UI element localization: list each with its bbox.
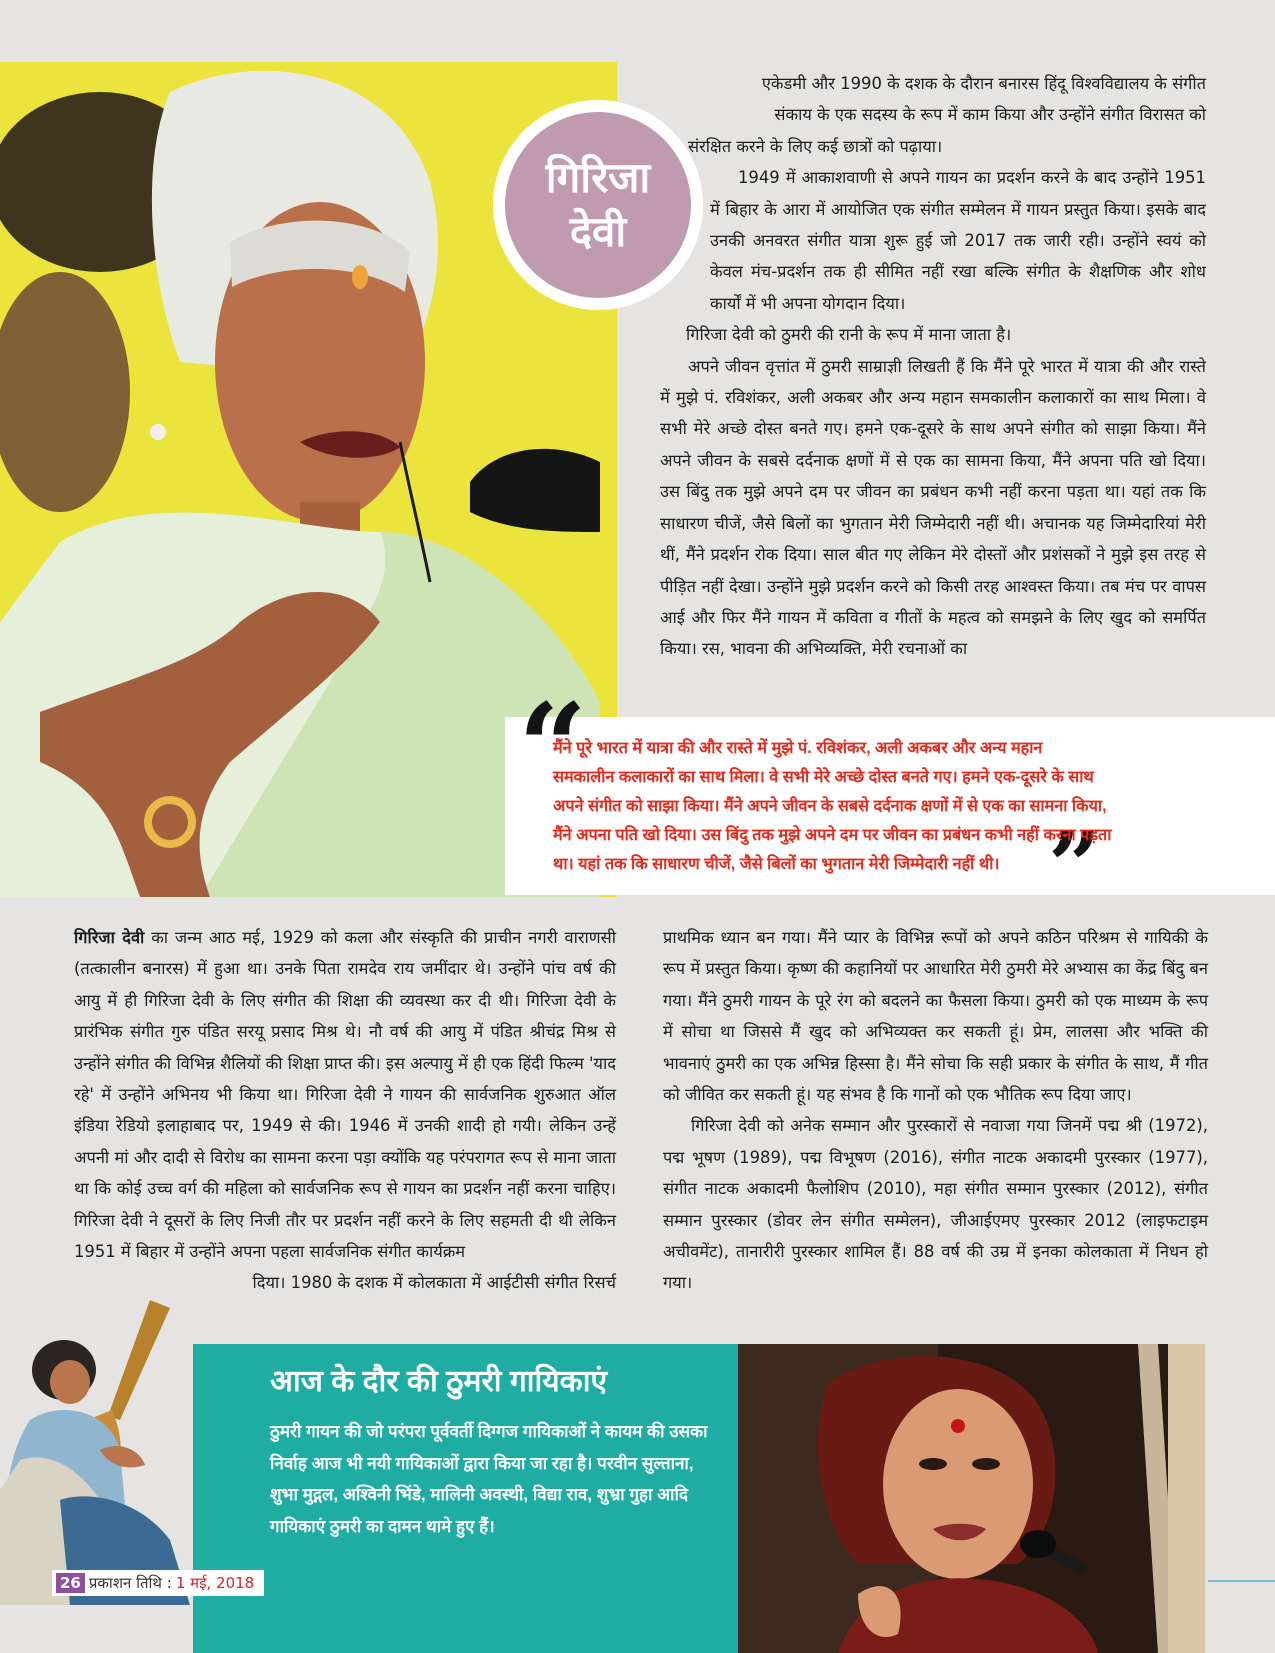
left-column-body: का जन्म आठ मई, 1929 को कला और संस्कृति की प्राचीन नगरी वाराणसी (तत्कालीन बनारस) में हुआ था। उनके पिता रामदेव राय जमींदार थे। उन्होंने पांच वर्ष की आयु में ही गिरिजा देवी के लिए संगीत की शिक्षा की व्यवस्था कर दी थी। गिरिजा देवी के प्रारंभिक संगीत गुरु पंडित सरयू प्रसाद मिश्र थे। नौ वर्ष की आयु में पंडित श्रीचंद्र मिश्र से उन्होंने संगीत की विभिन्न शैलियों की शिक्षा प्राप्त की। इस अल्पायु में ही एक हिंदी फिल्म 'याद रहे' में उन्होंने अभिनय भी किया था। गिरिजा देवी ने गायन की सार्वजनिक शुरुआत ऑल इंडिया रेडियो इलाहाबाद पर, 1949 से की। 1946 में उनकी शादी हो गयी। लेकिन उन्हें अपनी मां और दादी से विरोध का सामना करना पड़ा क्योंकि यह परंपरागत रूप से माना जाता था कि कोई उच्च वर्ग की महिला को सार्वजनिक रूप से गायन का प्रदर्शन नहीं करना चाहिए। गिरिजा देवी ने दूसरों के लिए निजी तौर पर प्रदर्शन नहीं करने के लिए सहमती दी थी लेकिन 1951 में बिहार में उन्होंने अपना पहला सार्वजनिक संगीत कार्यक्रम	[74, 928, 616, 1262]
lead-name: गिरिजा देवी	[74, 928, 145, 947]
page-number: 26	[56, 1573, 85, 1593]
intro-line-3: संरक्षित करने के लिए कई छात्रों को पढ़ाया।	[688, 136, 943, 156]
sidebar-title: आज के दौर की ठुमरी गायिकाएं	[270, 1365, 608, 1398]
top-right-column	[660, 68, 1206, 665]
corner-rule	[1208, 1580, 1275, 1582]
page-footer	[52, 1570, 264, 1596]
right-para-1: प्राथमिक ध्यान बन गया। मैंने प्यार के विभिन्न रूपों को अपने कठिन परिश्रम से गायिकी के रूप में प्रस्तुत किया। कृष्ण की कहानियों पर आधारित मेरी ठुमरी मेरे अभ्यास का केंद्र बिंदु बन गया। मैंने ठुमरी गायन के पूरे रंग को बदलने का फैसला किया। ठुमरी को एक माध्यम के रूप में सोचा था जिससे मैं खुद को अभिव्यक्त कर सकती हूं। प्रेम, लालसा और भक्ति की भावनाएं ठुमरी का एक अभिन्न हिस्सा है। मैंने सोचा कि सही प्रकार के संगीत के साथ, मैं गीत को जीवित कर सकती हूं। यह संभव है कि गानों को एक भौतिक रूप दिया जाए।	[663, 928, 1208, 1105]
left-column-last-line: दिया। 1980 के दशक में कोलकाता में आईटीसी संगीत रिसर्च	[252, 1273, 616, 1293]
right-column	[663, 922, 1208, 1299]
para-queen: गिरिजा देवी को ठुमरी की रानी के रूप में माना जाता है।	[686, 325, 1012, 345]
para-memoir: अपने जीवन वृत्तांत में ठुमरी साम्राज्ञी लिखती हैं कि मैंने पूरे भारत में यात्रा की और रास्ते में मुझे पं. रविशंकर, अली अकबर और अन्य महान समकालीन कलाकारों का साथ मिला। वे सभी मेरे अच्छे दोस्त बनते गए। हमने एक-दूसरे के साथ अपने संगीत को साझा किया। मैंने अपने जीवन के सबसे दर्दनाक क्षणों में से एक का सामना किया, मैंने अपना पति खो दिया। उस बिंदु तक मुझे अपने दम पर जीवन का प्रबंधन कभी नहीं करना पड़ता था। यहां तक कि साधारण चीजें, जैसे बिलों का भुगतान मेरी जिम्मेदारी नहीं थी। अचानक यह जिम्मेदारियां मेरी थीं, मैंने प्रदर्शन रोक दिया। साल बीत गए लेकिन मेरे दोस्तों और प्रशंसकों ने मुझे इस तरह से पीड़ित नहीं देखा। उन्होंने मुझे प्रदर्शन करने को किसी तरह आश्वस्त किया। तब मंच पर वापस आई और फिर मैंने गायन में कविता व गीतों के महत्व को समझने के लिए खुद को समर्पित किया। रस, भावना की अभिव्यक्ति, मेरी रचनाओं का	[660, 356, 1206, 659]
intro-line-2: संकाय के एक सदस्य के रूप में काम किया और उन्होंने संगीत विरासत को	[774, 105, 1206, 125]
publication-date: 1 मई, 2018	[175, 1574, 255, 1592]
pull-quote-line: अपने संगीत को साझा किया। मैंने अपने जीवन के सबसे दर्दनाक क्षणों में से एक का सामना किया,	[553, 797, 1107, 815]
pull-quote-text	[553, 734, 1193, 879]
para-1949: 1949 में आकाशवाणी से अपने गायन का प्रदर्शन करने के बाद उन्होंने 1951 में बिहार के आरा में आयोजित एक संगीत सम्मेलन में गायन प्रस्तुत किया। इसके बाद उनकी अनवरत संगीत यात्रा शुरू हुई जो 2017 तक जारी रही। उन्होंने स्वयं को केवल मंच-प्रदर्शन तक ही सीमित नहीं रखा बल्कि संगीत के शैक्षणिक और शोध कार्यों में भी अपना योगदान दिया।	[710, 168, 1206, 313]
singer-portrait-illustration	[738, 1344, 1205, 1653]
pull-quote-line: समकालीन कलाकारों का साथ मिला। वे सभी मेरे अच्छे दोस्त बनते गए। हमने एक-दूसरे के साथ	[553, 768, 1094, 786]
open-quote-icon: “	[518, 677, 588, 818]
name-line-1: गिरिजा	[545, 153, 651, 202]
veena-player-illustration	[0, 1300, 195, 1605]
close-quote-icon: ”	[1048, 812, 1101, 920]
pull-quote-line: था। यहां तक कि साधारण चीजें, जैसे बिलों का भुगतान मेरी जिम्मेदारी नहीं थी।	[553, 855, 1000, 873]
name-line-2: देवी	[569, 207, 627, 256]
intro-line-1: एकेडमी और 1990 के दशक के दौरान बनारस हिंदू विश्वविद्यालय के संगीत	[761, 74, 1206, 93]
publication-label: प्रकाशन तिथि :	[88, 1574, 172, 1592]
left-column	[74, 922, 616, 1299]
sidebar-body: ठुमरी गायन की जो परंपरा पूर्ववर्ती दिग्गज गायिकाओं ने कायम की उसका निर्वाह आज भी नयी गायिकाओं द्वारा किया जा रहा है। परवीन सुल्ताना, शुभा मुद्गल, अश्विनी भिंडे, मालिनी अवस्थी, विद्या राव, शुभ्रा गुहा आदि गायिकाएं ठुमरी का दामन थामे हुए हैं।	[270, 1422, 708, 1536]
pull-quote-line: मैंने पूरे भारत में यात्रा की और रास्ते में मुझे पं. रविशंकर, अली अकबर और अन्य महान	[553, 739, 1043, 757]
pull-quote-line: मैंने अपना पति खो दिया। उस बिंदु तक मुझे अपने दम पर जीवन का प्रबंधन कभी नहीं करना पड़ता	[553, 826, 1112, 844]
second-photo	[738, 1344, 1205, 1653]
left-column-paragraph	[74, 922, 616, 1267]
right-para-awards: गिरिजा देवी को अनेक सम्मान और पुरस्कारों से नवाजा गया जिनमें पद्म श्री (1972), पद्म भूषण (1989), पद्म विभूषण (2016), संगीत नाटक अकादमी पुरस्कार (1977), संगीत नाटक अकादमी फैलोशिप (2010), महा संगीत सम्मान पुरस्कार (2012), संगीत सम्मान पुरस्कार (डोवर लेन संगीत सम्मेलन), जीआईएमए पुरस्कार 2012 (लाइफटाइम अचीवमेंट), तानारीरी पुरस्कार शामिल हैं। 88 वर्ष की उम्र में इनका कोलकाता में निधन हो गया।	[663, 1116, 1208, 1293]
